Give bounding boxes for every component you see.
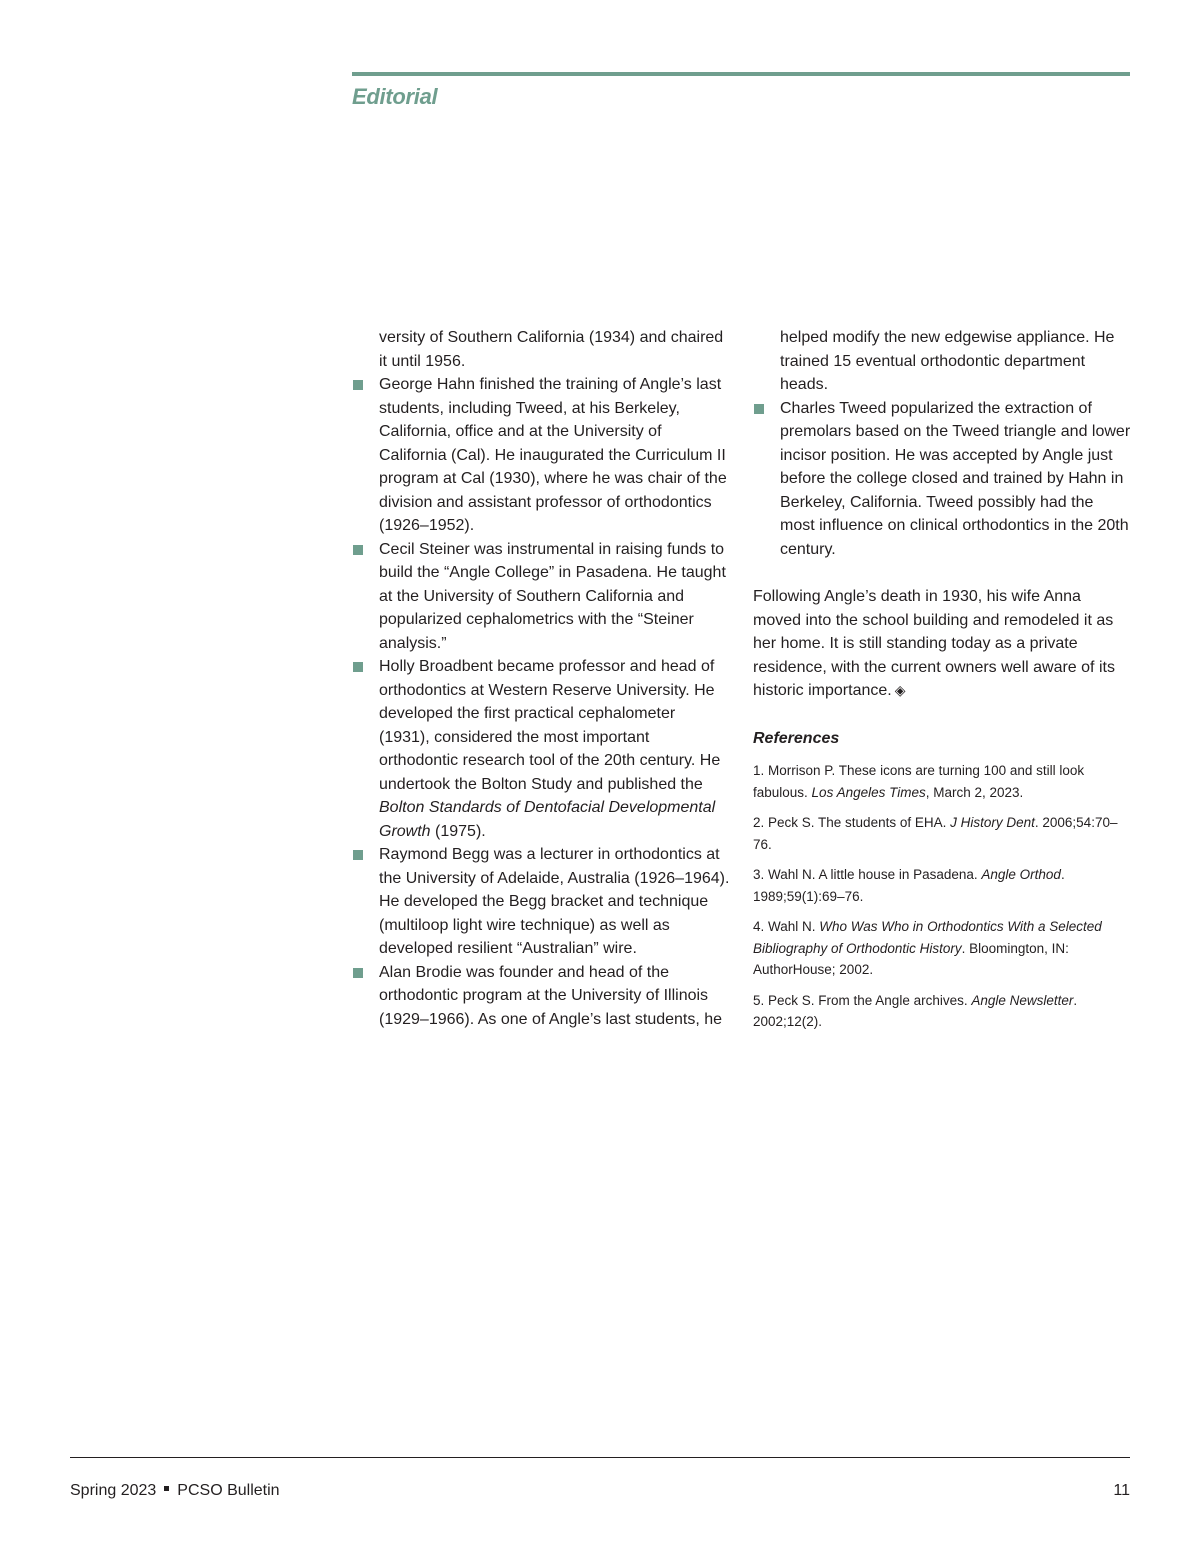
footer-rule [70, 1457, 1130, 1458]
reference-text: 2. Peck S. The students of EHA. [753, 815, 951, 830]
footer-publication-name: PCSO Bulletin [177, 1482, 280, 1499]
reference-text: . 1989;59(1):69–76. [753, 867, 1065, 904]
bullet-square-icon [754, 404, 764, 414]
list-item [352, 655, 730, 843]
reference-source: Los Angeles Times [811, 784, 926, 800]
closing-paragraph-text: Following Angle’s death in 1930, his wife Anna moved into the school building and remodeled it as her home. It is still standing today as a private residence, with the current owners well aware of its historic importance. [753, 588, 1115, 699]
bullet-list [352, 373, 730, 1031]
bullet-square-icon [353, 662, 363, 672]
list-item-text: George Hahn finished the training of Angle’s last students, including Tweed, at his Berkeley, California, office and at the University of California (Cal). He inaugurated the Curriculum II program at Cal (1930), where he was chair of the division and assistant professor of orthodontics (1926–1952). [379, 376, 727, 534]
continued-text: helped modify the new edgewise appliance. He trained 15 eventual orthodontic department heads. [780, 329, 1115, 393]
right-column [753, 326, 1131, 1042]
section-title: Editorial [352, 84, 438, 109]
list-item-text: Alan Brodie was founder and head of the orthodontic program at the University of Illinois (1929–1966). As one of Angle’s last students, he [379, 963, 723, 1028]
end-mark-icon: ◈ [894, 682, 906, 698]
list-item-text: Raymond Begg was a lecturer in orthodontics at the University of Adelaide, Australia (1926–1964). He developed the Begg bracket and technique (multiloop light wire technique) as well as developed resilient “Australian” wire. [379, 846, 730, 957]
footer-publication [70, 1479, 280, 1503]
list-item-text: Charles Tweed popularized the extraction of premolars based on the Tweed triangle and lower incisor position. He was accepted by Angle just before the college closed and trained by Hahn in Berkeley, California. Tweed possibly had the most influence on clinical orthodontics in the 20th century. [780, 399, 1131, 558]
reference-text: , March 2, 2023. [925, 784, 1024, 800]
reference-source: Angle Newsletter [971, 992, 1074, 1008]
reference-item [753, 760, 1131, 803]
reference-text: 5. Peck S. From the Angle archives. [753, 992, 972, 1008]
book-title: Bolton Standards of Dentofacial Developmental Growth [379, 799, 716, 840]
page-number: 11 [1113, 1482, 1130, 1499]
list-item-text: Cecil Steiner was instrumental in raising funds to build the “Angle College” in Pasadena. He taught at the University of Southern California and popularized cephalometrics with the “Steiner analysis.” [379, 540, 726, 652]
reference-item [753, 864, 1131, 907]
separator-square-icon [164, 1486, 169, 1491]
list-item-text: (1975). [430, 822, 486, 840]
list-item [352, 538, 730, 656]
bullet-list [753, 397, 1131, 562]
reference-text: . 2006;54:70–76. [753, 815, 1118, 852]
list-item-text: Holly Broadbent became professor and head of orthodontics at Western Reserve University. He developed the first practical cephalometer (1931), considered the most important orthodontic research tool of the 20th century. He undertook the Bolton Study and published the [379, 658, 721, 793]
closing-paragraph [753, 585, 1131, 703]
bullet-square-icon [353, 545, 363, 555]
continued-text: versity of Southern California (1934) and chaired it until 1956. [379, 329, 724, 370]
reference-source: J History Dent [950, 815, 1035, 830]
reference-text: 1. Morrison P. These icons are turning 100 and still look fabulous. [753, 763, 1085, 800]
reference-text: 3. Wahl N. A little house in Pasadena. [753, 867, 982, 882]
reference-item [753, 990, 1131, 1033]
references-list [753, 760, 1131, 1033]
reference-text: 4. Wahl N. [753, 919, 820, 934]
bullet-square-icon [353, 968, 363, 978]
footer-season: Spring 2023 [70, 1482, 157, 1499]
reference-text: . Bloomington, IN: AuthorHouse; 2002. [753, 940, 1069, 977]
reference-source: Who Was Who in Orthodontics With a Selected Bibliography of Orthodontic History [753, 919, 1102, 956]
bullet-square-icon [353, 380, 363, 390]
list-item [753, 397, 1131, 562]
bullet-square-icon [353, 850, 363, 860]
reference-item [753, 916, 1131, 981]
reference-text: . 2002;12(2). [753, 992, 1078, 1029]
reference-item [753, 812, 1131, 855]
references-heading: References [753, 729, 840, 747]
list-item [352, 843, 730, 961]
header-rule [352, 72, 1130, 76]
list-item [352, 961, 730, 1032]
left-column [352, 326, 730, 1031]
reference-source: Angle Orthod [981, 867, 1061, 882]
list-item [352, 373, 730, 538]
